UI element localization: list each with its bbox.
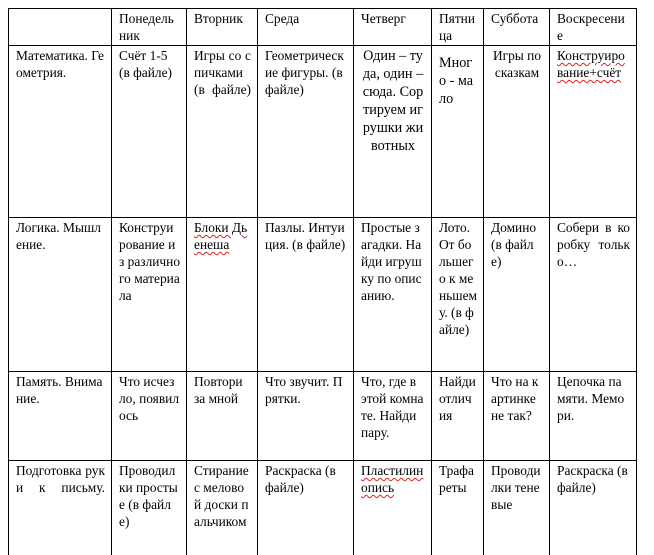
cell-sunday: Раскраска (в файле) [550,461,637,555]
cell-monday: Конструирование из различного материала [112,218,187,372]
cell-tuesday: Стирание с меловой доски пальчиком [187,461,258,555]
cell-monday: Счёт 1-5 (в файле) [112,46,187,218]
cell-saturday: Что на картинке не так? [484,372,550,461]
cell-tuesday: Игры со спичками (в файле) [187,46,258,218]
cell-wednesday: Раскраска (в файле) [258,461,354,555]
row-category: Логика. Мышление. [9,218,112,372]
cell-sunday: Цепочка памяти. Мемори. [550,372,637,461]
header-day-friday: Пятница [432,9,484,46]
cell-sunday: Собери в коробку только… [550,218,637,372]
header-day-sunday: Воскресение [550,9,637,46]
header-day-wednesday: Среда [258,9,354,46]
cell-monday: Проводилки простые (в файле) [112,461,187,555]
header-day-monday: Понедельник [112,9,187,46]
row-category: Математика. Геометрия. [9,46,112,218]
cell-monday: Что исчезло, появилось [112,372,187,461]
cell-thursday: Что, где в этой комнате. Найди пару. [354,372,432,461]
weekly-activity-table [8,8,637,555]
cell-sunday: Конструирование+счёт [550,46,637,218]
cell-saturday: Игры по сказкам [484,46,550,218]
row-category: Подготовка руки к письму. [9,461,112,555]
header-corner-cell [9,9,112,46]
cell-tuesday: Блоки Дьенеша [187,218,258,372]
table-row-handwriting [9,461,637,555]
cell-wednesday: Что звучит. Прятки. [258,372,354,461]
cell-thursday: Пластилинопись [354,461,432,555]
cell-saturday: Проводилки теневые [484,461,550,555]
cell-friday: Лото. От большего к меньшему. (в файле) [432,218,484,372]
cell-tuesday: Повтори за мной [187,372,258,461]
table-header-row [9,9,637,46]
table-row-math [9,46,637,218]
header-day-tuesday: Вторник [187,9,258,46]
cell-thursday: Один – туда, один – сюда. Сортируем игрушки животных [354,46,432,218]
cell-friday: Найди отличия [432,372,484,461]
table-row-memory [9,372,637,461]
cell-wednesday: Геометрические фигуры. (в файле) [258,46,354,218]
cell-wednesday: Пазлы. Интуиция. (в файле) [258,218,354,372]
cell-saturday: Домино (в файле) [484,218,550,372]
cell-friday: Трафареты [432,461,484,555]
cell-thursday: Простые загадки. Найди игрушку по описанию. [354,218,432,372]
row-category: Память. Внимание. [9,372,112,461]
cell-friday: Много - мало [432,46,484,218]
header-day-thursday: Четверг [354,9,432,46]
table-row-logic [9,218,637,372]
header-day-saturday: Суббота [484,9,550,46]
